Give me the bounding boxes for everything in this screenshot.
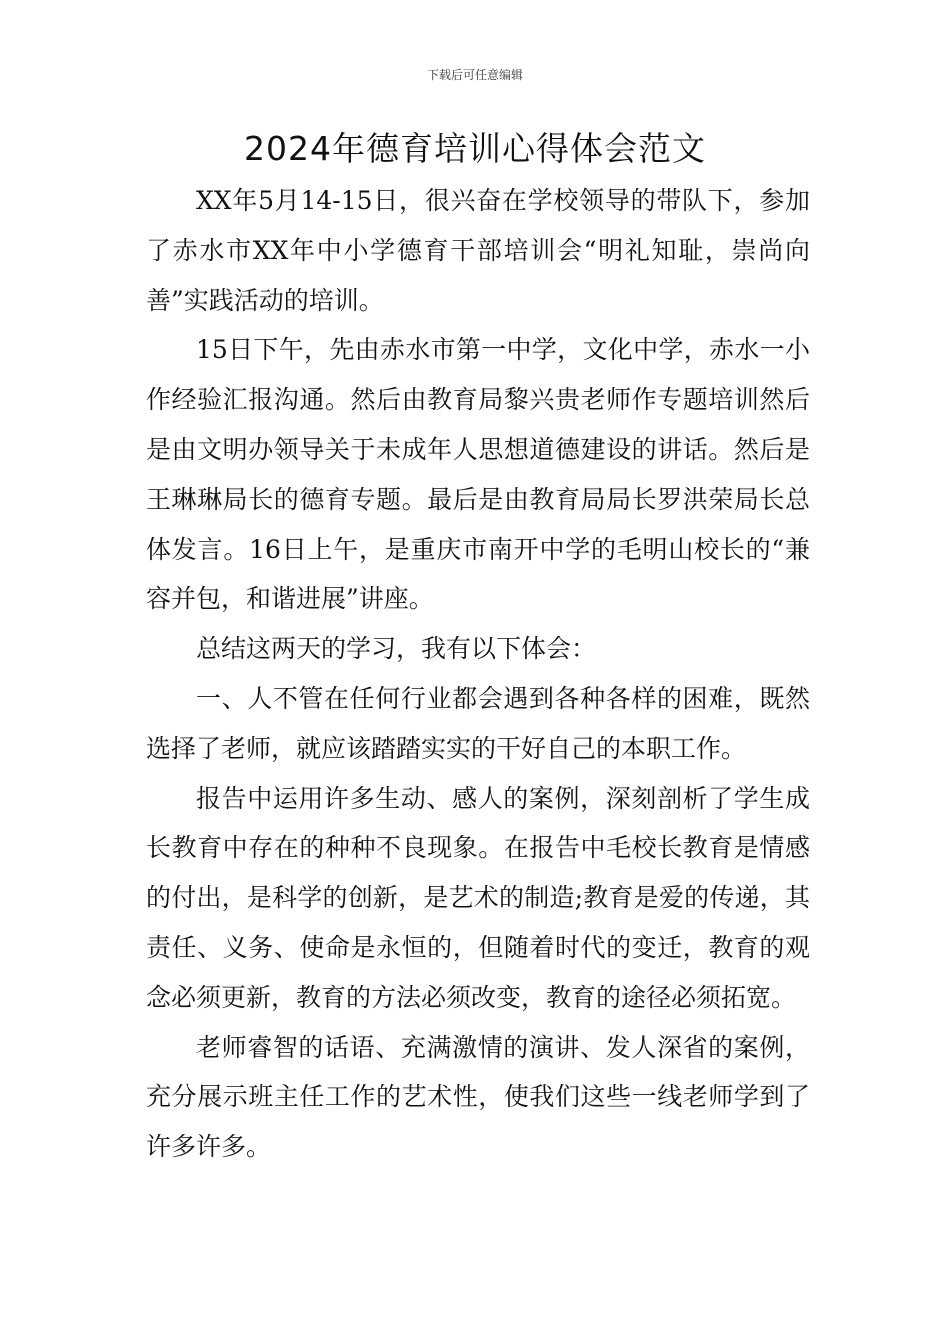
header-note: 下载后可任意编辑: [426, 68, 523, 82]
paragraph: 一、人不管在任何行业都会遇到各种各样的困难，既然选择了老师，就应该踏踏实实的干好自己的本职工作。: [146, 683, 810, 763]
document-body: [146, 176, 810, 1172]
paragraph: 报告中运用许多生动、感人的案例，深刻剖析了学生成长教育中存在的种种不良现象。在报告中毛校长教育是情感的付出，是科学的创新，是艺术的制造;教育是爱的传递，其责任、义务、使命是永恒的，但随着时代的变迁，教育的观念必须更新，教育的方法必须改变，教育的途径必须拓宽。: [146, 783, 810, 1012]
paragraph: 总结这两天的学习，我有以下体会：: [196, 634, 597, 664]
paragraph: XX年5月14-15日，很兴奋在学校领导的带队下，参加了赤水市XX年中小学德育干部培训会“明礼知耻，崇尚向善”实践活动的培训。: [146, 186, 810, 315]
paragraph: 老师睿智的话语、充满激情的演讲、发人深省的案例，充分展示班主任工作的艺术性，使我们这些一线老师学到了许多许多。: [146, 1032, 810, 1162]
document-title: 2024年德育培训心得体会范文: [244, 129, 706, 168]
paragraph: 15日下午，先由赤水市第一中学，文化中学，赤水一小作经验汇报沟通。然后由教育局黎兴贵老师作专题培训然后是由文明办领导关于未成年人思想道德建设的讲话。然后是王琳琳局长的德育专题。最后是由教育局局长罗洪荣局长总体发言。16日上午，是重庆市南开中学的毛明山校长的“兼容并包，和谐进展”讲座。: [146, 335, 810, 614]
